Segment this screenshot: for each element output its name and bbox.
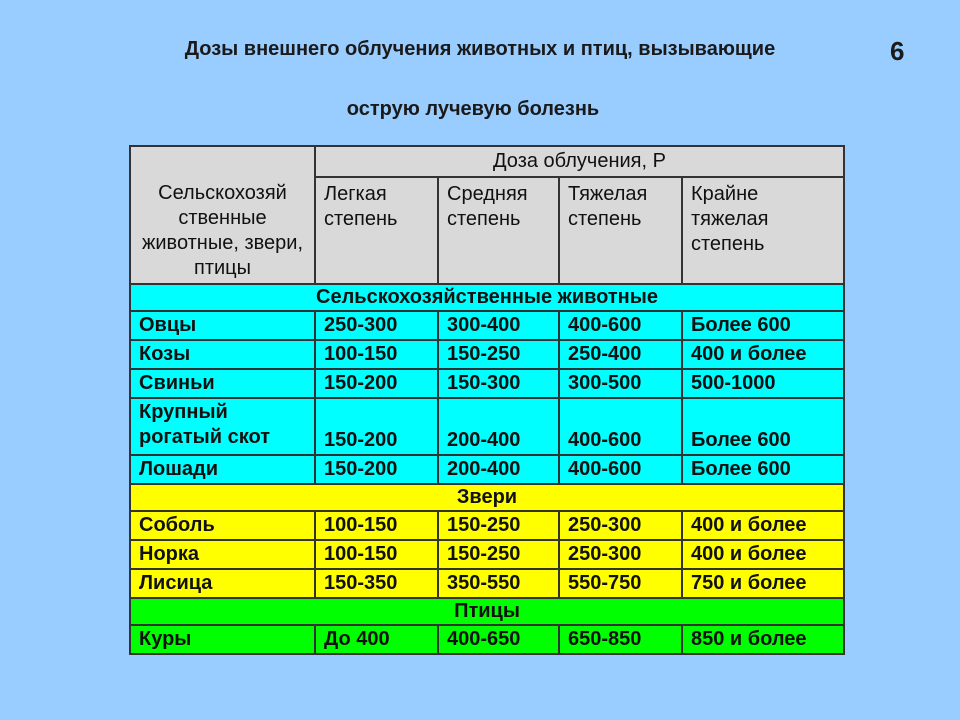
dose-cell: Более 600 bbox=[682, 398, 844, 455]
section-row bbox=[130, 598, 844, 625]
dose-cell: 150-250 bbox=[438, 340, 559, 369]
dose-cell: 400-600 bbox=[559, 311, 682, 340]
section-row bbox=[130, 284, 844, 311]
table-row bbox=[130, 369, 844, 398]
table-row bbox=[130, 340, 844, 369]
dose-cell: 200-400 bbox=[438, 398, 559, 455]
dose-cell: 150-250 bbox=[438, 540, 559, 569]
animal-name: Куры bbox=[130, 625, 315, 654]
dose-cell: 100-150 bbox=[315, 340, 438, 369]
dose-cell: 400-650 bbox=[438, 625, 559, 654]
animal-column-header: Сельскохозяй ственные животные, звери, птицы bbox=[130, 146, 315, 284]
animal-name: Овцы bbox=[130, 311, 315, 340]
dose-cell: 150-350 bbox=[315, 569, 438, 598]
dose-cell: 250-400 bbox=[559, 340, 682, 369]
dose-cell: 300-400 bbox=[438, 311, 559, 340]
dose-cell: 550-750 bbox=[559, 569, 682, 598]
dose-cell: 150-200 bbox=[315, 398, 438, 455]
table-row bbox=[130, 625, 844, 654]
dose-header: Доза облучения, Р bbox=[315, 146, 844, 177]
page-number: 6 bbox=[890, 36, 905, 66]
section-title: Сельскохозяйственные животные bbox=[130, 284, 844, 311]
dose-cell: 100-150 bbox=[315, 540, 438, 569]
animal-name: Соболь bbox=[130, 511, 315, 540]
dose-cell: До 400 bbox=[315, 625, 438, 654]
dose-cell: Более 600 bbox=[682, 311, 844, 340]
section-row bbox=[130, 484, 844, 511]
dose-cell: 200-400 bbox=[438, 455, 559, 484]
dose-cell: 250-300 bbox=[559, 540, 682, 569]
dose-cell: 250-300 bbox=[559, 511, 682, 540]
title-line-1: Дозы внешнего облучения животных и птиц, вызывающие bbox=[184, 38, 776, 60]
table-row bbox=[130, 455, 844, 484]
animal-name: Козы bbox=[130, 340, 315, 369]
dose-cell: 300-500 bbox=[559, 369, 682, 398]
dose-cell: 400-600 bbox=[559, 398, 682, 455]
dose-cell: 850 и более bbox=[682, 625, 844, 654]
animal-name: Лисица bbox=[130, 569, 315, 598]
dose-cell: 400 и более bbox=[682, 511, 844, 540]
dose-cell: 750 и более bbox=[682, 569, 844, 598]
table-row bbox=[130, 398, 844, 455]
dose-cell: 150-200 bbox=[315, 369, 438, 398]
animal-name: Лошади bbox=[130, 455, 315, 484]
title-line-2: острую лучевую болезнь bbox=[346, 98, 600, 120]
dose-cell: 100-150 bbox=[315, 511, 438, 540]
table-row bbox=[130, 569, 844, 598]
dose-cell: 400 и более bbox=[682, 340, 844, 369]
severity-header: Крайне тяжелая степень bbox=[682, 177, 844, 284]
animal-name: Крупный рогатый скот bbox=[130, 398, 315, 455]
table-row bbox=[130, 511, 844, 540]
section-title: Звери bbox=[130, 484, 844, 511]
dose-cell: Более 600 bbox=[682, 455, 844, 484]
dose-cell: 650-850 bbox=[559, 625, 682, 654]
dose-table bbox=[129, 145, 845, 655]
table-row bbox=[130, 540, 844, 569]
animal-name: Норка bbox=[130, 540, 315, 569]
severity-header: Легкая степень bbox=[315, 177, 438, 284]
dose-cell: 150-300 bbox=[438, 369, 559, 398]
section-title: Птицы bbox=[130, 598, 844, 625]
dose-cell: 400 и более bbox=[682, 540, 844, 569]
severity-header: Средняя степень bbox=[438, 177, 559, 284]
dose-cell: 500-1000 bbox=[682, 369, 844, 398]
dose-cell: 150-250 bbox=[438, 511, 559, 540]
dose-cell: 350-550 bbox=[438, 569, 559, 598]
table-row bbox=[130, 311, 844, 340]
dose-cell: 150-200 bbox=[315, 455, 438, 484]
dose-cell: 400-600 bbox=[559, 455, 682, 484]
animal-name: Свиньи bbox=[130, 369, 315, 398]
severity-header: Тяжелая степень bbox=[559, 177, 682, 284]
dose-cell: 250-300 bbox=[315, 311, 438, 340]
